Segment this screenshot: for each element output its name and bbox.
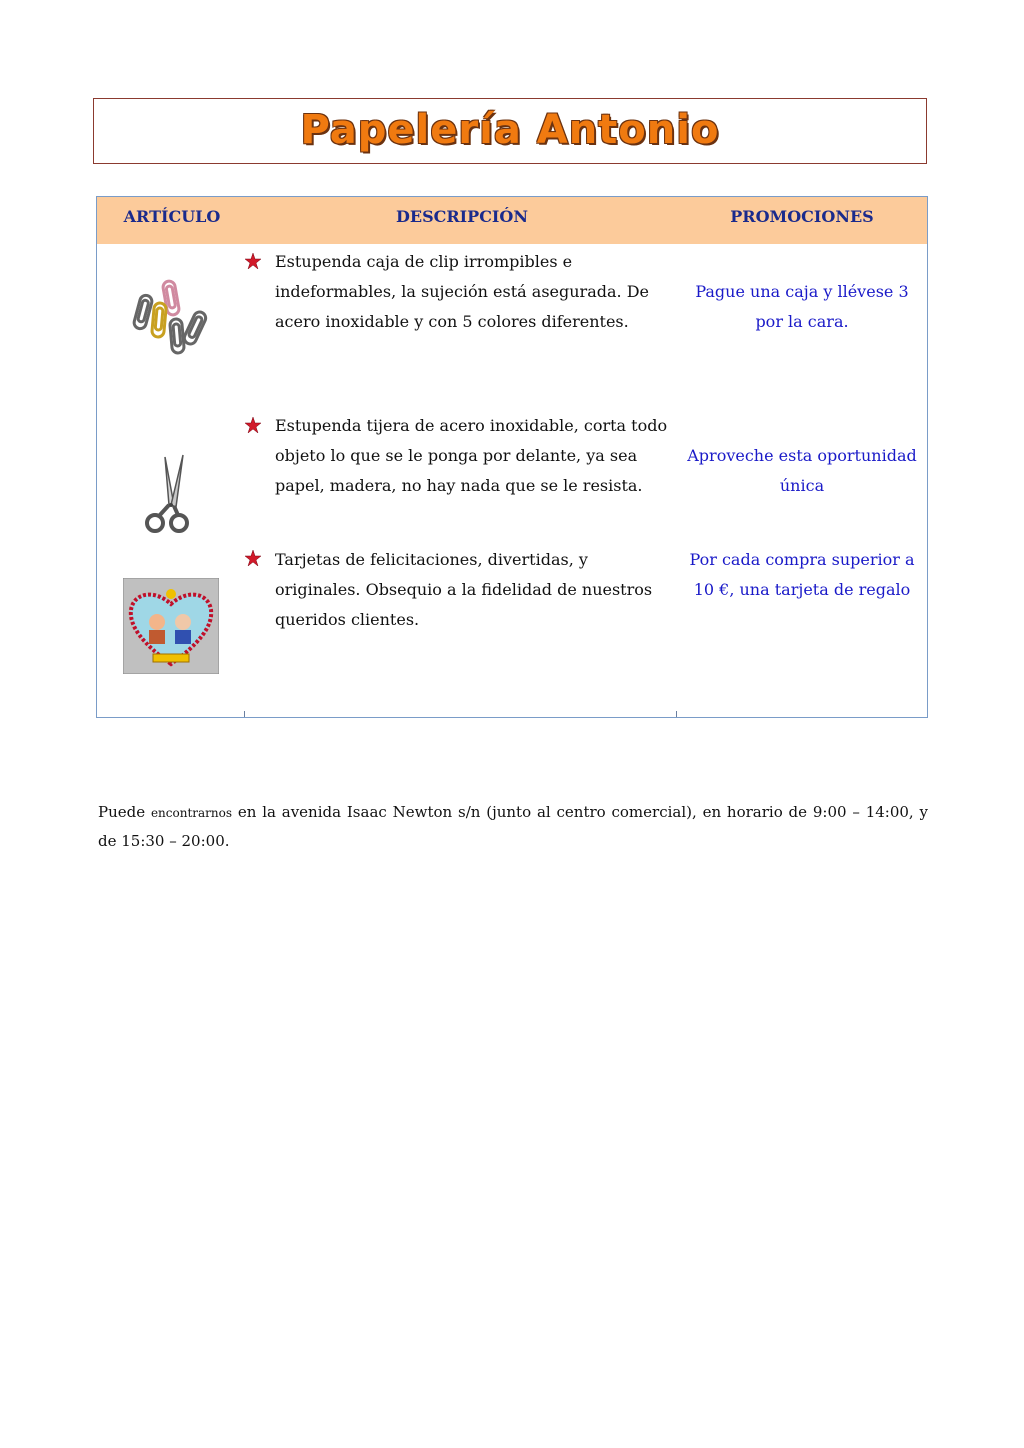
products-table (96, 196, 928, 718)
row-description: Tarjetas de felicitaciones, divertidas, y originales. Obsequio a la fidelidad de nuestros queridos clientes. (275, 550, 653, 629)
scissors-icon (143, 453, 193, 537)
column-divider (676, 711, 677, 717)
row-promotion: Pague una caja y llévese 3 por la cara. (695, 282, 909, 331)
greeting-card-icon (123, 578, 219, 674)
star-bullet-icon (245, 253, 261, 269)
star-bullet-icon (245, 550, 261, 566)
paperclips-icon (131, 277, 211, 367)
row-description: Estupenda tijera de acero inoxidable, corta todo objeto lo que se le ponga por delante, ya sea papel, madera, no hay nada que se le resista. (275, 416, 668, 495)
footer-text: en la avenida Isaac Newton s/n (junto al centro comercial), en horario de 9:00 – 14:00, y de 15:30 – 20:00. (98, 803, 928, 850)
row-promotion: Aproveche esta oportunidad única (687, 446, 917, 495)
footer-prefix: Puede (98, 803, 151, 821)
footer-address (98, 798, 928, 855)
footer-small-word: encontrarnos (150, 806, 233, 820)
header-articulo: ARTÍCULO (123, 207, 221, 226)
header-descripcion: DESCRIPCIÓN (396, 207, 528, 226)
title-banner (93, 98, 927, 164)
header-promociones: PROMOCIONES (730, 207, 874, 226)
row-promotion: Por cada compra superior a 10 €, una tarjeta de regalo (689, 550, 915, 599)
page-title: Papelería Antonio (300, 107, 720, 153)
column-divider (244, 711, 245, 717)
star-bullet-icon (245, 417, 261, 433)
row-description: Estupenda caja de clip irrompibles e indeformables, la sujeción está asegurada. De acero inoxidable y con 5 colores diferentes. (275, 252, 649, 331)
table-header (97, 197, 927, 244)
